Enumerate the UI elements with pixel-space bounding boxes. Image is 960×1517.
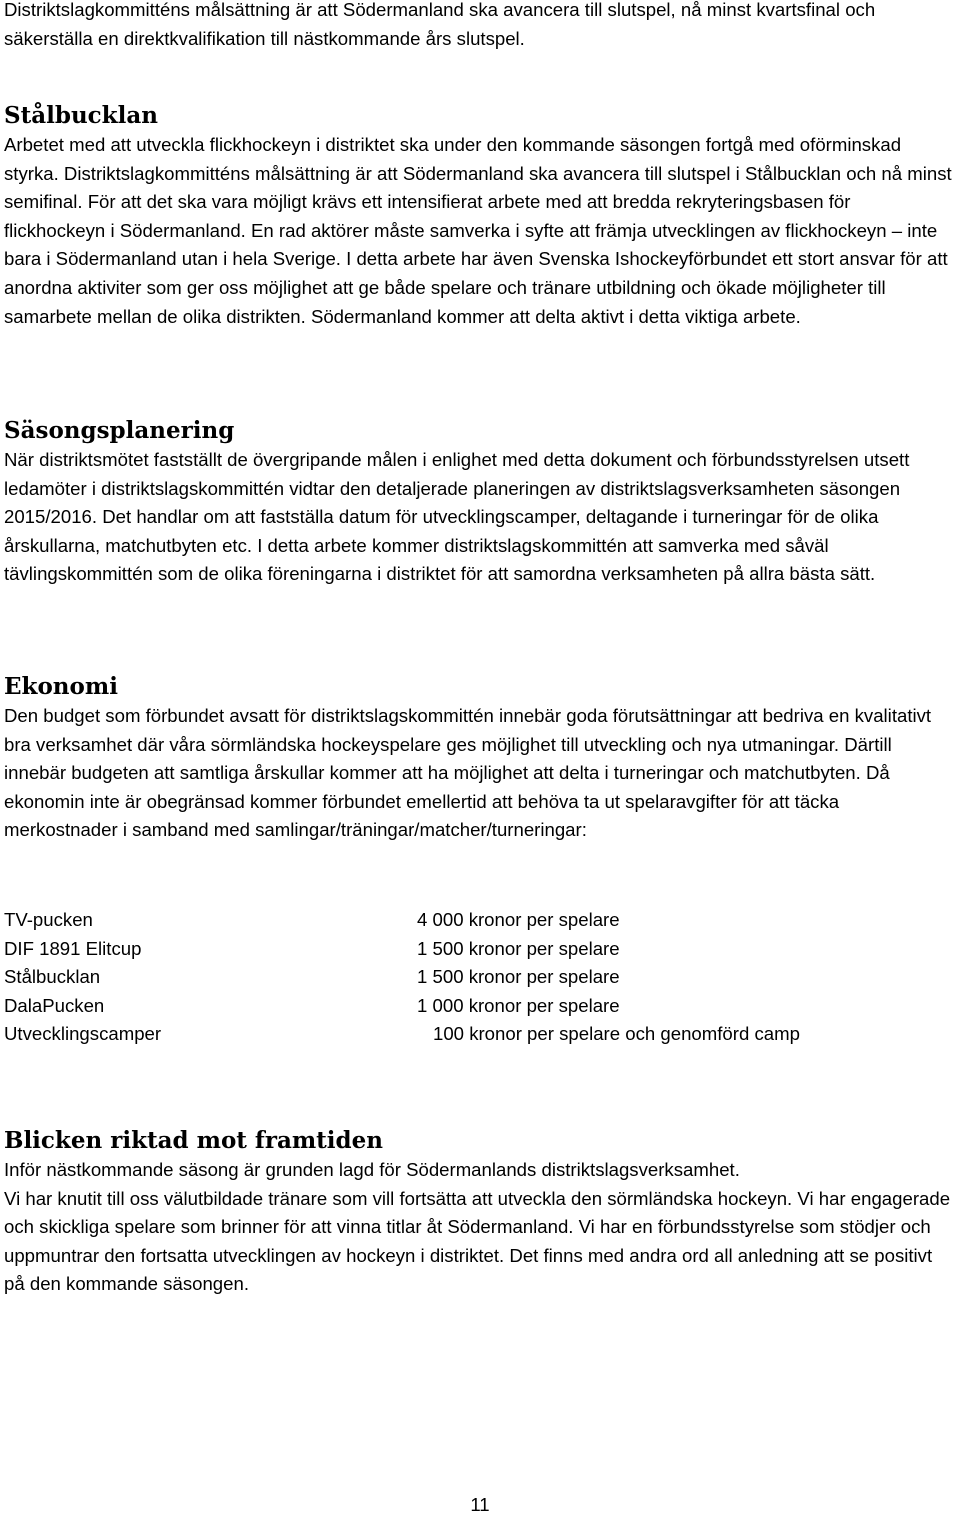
framtiden-section: [4, 1126, 956, 1299]
ekonomi-heading: Ekonomi: [4, 673, 118, 700]
fee-name: Stålbucklan: [4, 966, 101, 988]
stalbucklan-section: [4, 101, 956, 331]
fee-row: [4, 935, 956, 964]
framtiden-heading: Blicken riktad mot framtiden: [4, 1127, 383, 1154]
fee-price: 1 500 kronor per spelare: [417, 937, 620, 959]
framtiden-paragraph-2: Vi har knutit till oss välutbildade tränare som vill fortsätta att utveckla den sörmländska hockeyn. Vi har engagerade och skickliga spelare som brinner för att vinna titlar åt Södermanland. Vi har en förbundsstyrelse som stödjer och uppmuntrar den fortsatta utvecklingen av hockeyn i distriktet. Det finns med andra ord all anledning att se positivt på den kommande säsongen.: [4, 1187, 951, 1295]
fee-row: [4, 992, 956, 1021]
page-number: 11: [470, 1494, 490, 1515]
stalbucklan-heading: Stålbucklan: [4, 102, 158, 129]
sasongsplanering-paragraph: När distriktsmötet fastställt de övergripande målen i enlighet med detta dokument och förbundsstyrelsen utsett ledamöter i distriktslagskommittén vidtar den detaljerade planeringen av distriktslagsverksamheten säsongen 2015/2016. Det handlar om att fastställa datum för utvecklingscamper, deltagande i turneringar för de olika årskullarna, matchutbyten etc. I detta arbete kommer distriktslagskommittén att samverka med såväl tävlingskommittén som de olika föreningarna i distriktet för att samordna verksamheten på allra bästa sätt.: [4, 449, 910, 585]
ekonomi-section: [4, 672, 956, 845]
framtiden-paragraph-1: Inför nästkommande säsong är grunden lagd för Södermanlands distriktslagsverksamhet.: [4, 1159, 740, 1180]
fee-price: 4 000 kronor per spelare: [417, 909, 620, 930]
fee-list: [4, 906, 956, 1049]
ekonomi-paragraph: Den budget som förbundet avsatt för distriktslagskommittén innebär goda förutsättningar att bedriva en kvalitativt bra verksamhet där våra sörmländska hockeyspelare ges möjlighet till utveckling och nya utmaningar. Därtill innebär budgeten att samtliga årskullar kommer att ha möjlighet att delta i turneringar och matchutbyten. Då ekonomin inte är obegränsad kommer förbundet emellertid att behöva ta ut spelaravgifter för att täcka merkostnader i samband med samlingar/träningar/matcher/turneringar:: [4, 705, 932, 841]
stalbucklan-paragraph: Arbetet med att utveckla flickhockeyn i distriktet ska under den kommande säsongen fortgå med oförminskad styrka. Distriktslagkommitténs målsättning är att Södermanland ska avancera till slutspel i Stålbucklan och nå minst semifinal. För att det ska vara möjligt krävs ett intensifierat arbete med att bredda rekryteringsbasen för flickhockeyn i Södermanland. En rad aktörer måste samverka i syfte att främja utvecklingen av flickhockeyn – inte bara i Södermanland utan i hela Sverige. I detta arbete har även Svenska Ishockeyförbundet ett stort ansvar för att anordna aktiviter som ger oss möjlighet att ge både spelare och tränare utbildning och ökade möjligheter till samarbete mellan de olika distrikten. Södermanland kommer att delta aktivt i detta viktiga arbete.: [4, 134, 952, 327]
sasongsplanering-heading: Säsongsplanering: [4, 417, 235, 444]
fee-row: [4, 906, 956, 935]
sasongsplanering-section: [4, 416, 956, 589]
fee-price: 1 500 kronor per spelare: [417, 966, 620, 988]
intro-section: [4, 0, 956, 53]
fee-row: [4, 963, 956, 992]
intro-paragraph: Distriktslagkommitténs målsättning är att Södermanland ska avancera till slutspel, nå minst kvartsfinal och säkerställa en direktkvalifikation till nästkommande års slutspel.: [4, 0, 876, 49]
fee-price: 1 000 kronor per spelare: [417, 994, 620, 1016]
fee-row: [4, 1020, 956, 1049]
fee-name: Utvecklingscamper: [4, 1023, 162, 1045]
fee-price: 100 kronor per spelare och genomförd camp: [433, 1023, 800, 1045]
fee-name: DIF 1891 Elitcup: [4, 937, 142, 959]
fee-name: TV-pucken: [4, 909, 93, 930]
fee-name: DalaPucken: [4, 994, 105, 1016]
